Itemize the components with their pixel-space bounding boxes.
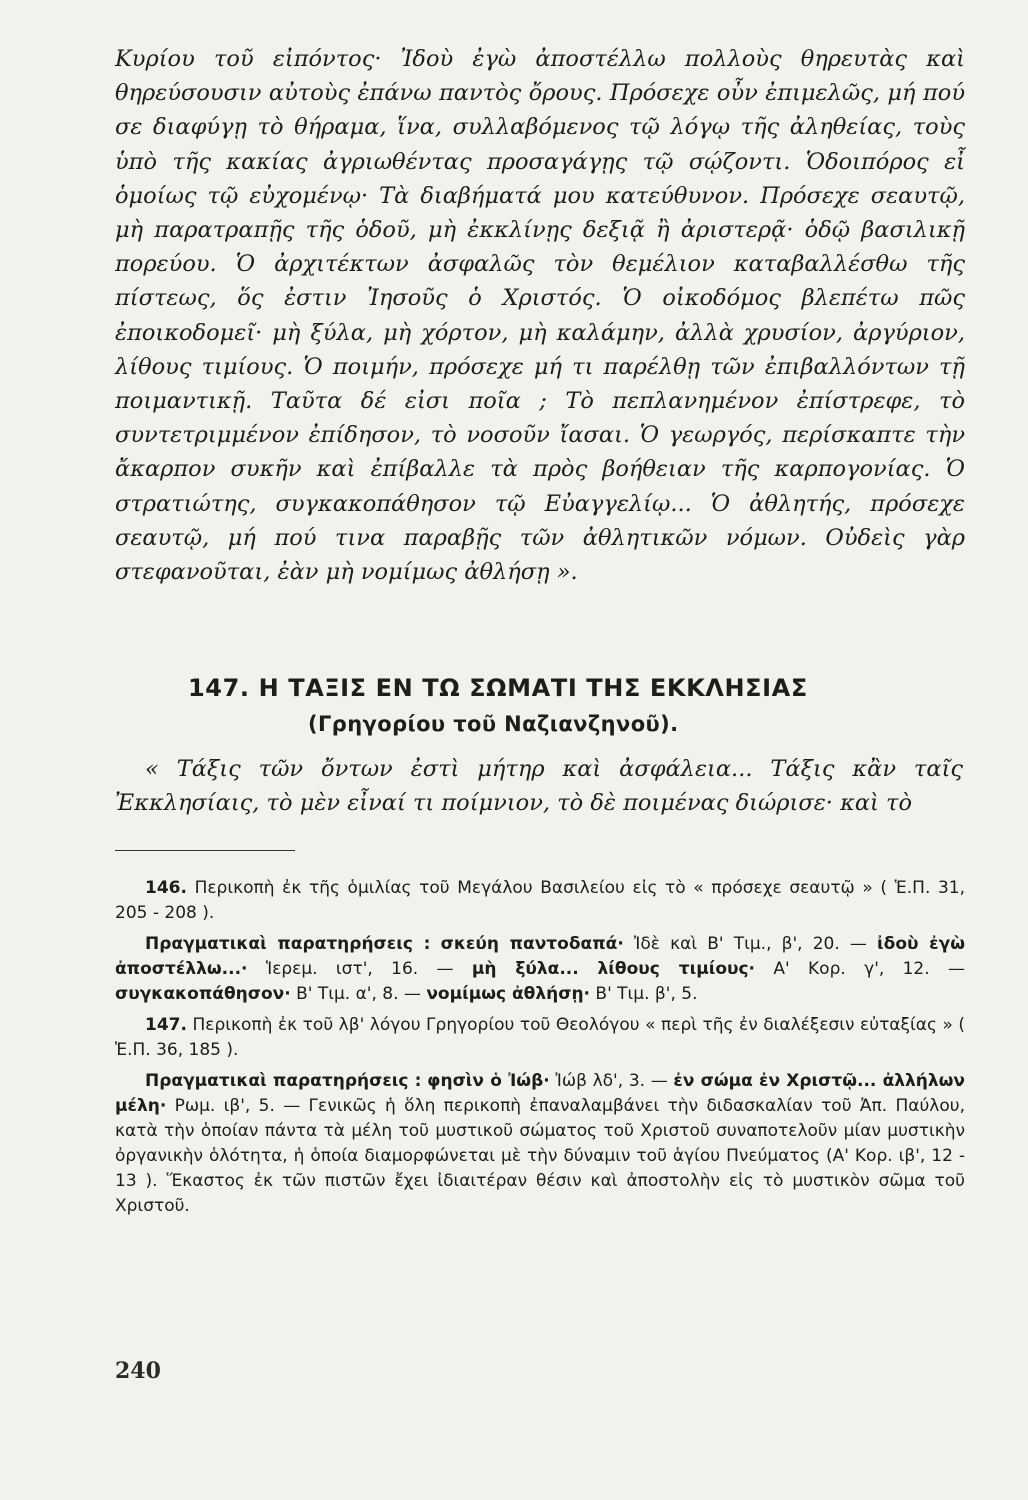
obs146-ref-1: Ἰδὲ καὶ Β' Τιμ., β', 20. —: [623, 934, 878, 954]
note-147: [115, 1013, 965, 1063]
obs146-ref-5: Β' Τιμ. β', 5.: [590, 984, 698, 1004]
main-paragraph: Κυρίου τοῦ εἰπόντος· Ἰδοὺ ἐγὼ ἀποστέλλω πολλοὺς θηρευτὰς καὶ θηρεύσουσιν αὐτοὺς ἐπάνω παντὸς ὄρους. Πρόσεχε οὖν ἐπιμελῶς, μή πού σε διαφύγῃ τὸ θήραμα, ἵνα, συλλαβόμενος τῷ λόγῳ τῆς ἀληθείας, τοὺς ὑπὸ τῆς κακίας ἀγριωθέντας προσαγάγῃς τῷ σῴζοντι. Ὁδοιπόρος εἶ ὁμοίως τῷ εὐχομένῳ· Τὰ διαβήματά μου κατεύθυνον. Πρόσεχε σεαυτῷ, μὴ παρατραπῇς τῆς ὁδοῦ, μὴ ἐκκλίνῃς δεξιᾷ ἢ ἀριστερᾷ· ὁδῷ βασιλικῇ πορεύου. Ὁ ἀρχιτέκτων ἀσφαλῶς τὸν θεμέλιον καταβαλλέσθω τῆς πίστεως, ὅς ἐστιν Ἰησοῦς ὁ Χριστός. Ὁ οἰκοδόμος βλεπέτω πῶς ἐποικοδομεῖ· μὴ ξύλα, μὴ χόρτον, μὴ καλάμην, ἀλλὰ χρυσίον, ἀργύριον, λίθους τιμίους. Ὁ ποιμήν, πρόσεχε μή τι παρέλθῃ τῶν ἐπιβαλλόντων τῇ ποιμαντικῇ. Ταῦτα δέ εἰσι ποῖα ; Τὸ πεπλανημένον ἐπίστρεφε, τὸ συντετριμμένον ἐπίδησον, τὸ νοσοῦν ἴασαι. Ὁ γεωργός, περίσκαπτε τὴν ἄκαρπον συκῆν καὶ ἐπίβαλλε τὰ πρὸς βοήθειαν τῆς καρπογονίας. Ὁ στρατιώτης, συγκακοπάθησον τῷ Εὐαγγελίῳ... Ὁ ἀθλητής, πρόσεχε σεαυτῷ, μή πού τινα παραβῇς τῶν ἀθλητικῶν νόμων. Οὐδεὶς γὰρ στεφανοῦται, ἐὰν μὴ νομίμως ἀθλήσῃ ».: [115, 46, 965, 586]
obs146-ref-3: Α' Κορ. γ', 12. —: [755, 959, 966, 979]
note-147-number: 147.: [145, 1015, 187, 1035]
obs146-ref-4: Β' Τιμ. α', 8. —: [290, 984, 427, 1004]
observations-146-label: Πραγματικαὶ παρατηρήσεις :: [145, 934, 431, 954]
obs147-ref-1: Ἰώβ λδ', 3. —: [549, 1071, 674, 1091]
obs147-term-1: φησὶν ὁ Ἰώβ·: [427, 1071, 550, 1091]
observations-147: [115, 1069, 965, 1219]
quote-paragraph: « Τάξις τῶν ὄντων ἐστὶ μήτηρ καὶ ἀσφάλεια... Τάξις κἂν ταῖς Ἐκκλησίαις, τὸ μὲν εἶναί τι ποίμνιον, τὸ δὲ ποιμένας διώρισε· καὶ τὸ: [115, 756, 963, 816]
obs146-term-1: σκεύη παντοδαπά·: [440, 934, 624, 954]
observations-147-label: Πραγματικαὶ παρατηρήσεις :: [145, 1071, 422, 1091]
obs146-term-3: μὴ ξύλα... λίθους τιμίους·: [471, 959, 756, 979]
quote-block: [115, 752, 963, 820]
section-number: 147.: [188, 674, 250, 702]
footnotes: [115, 876, 965, 1225]
section-subtitle: (Γρηγορίου τοῦ Ναζιανζηνοῦ).: [308, 712, 679, 736]
section-heading: [188, 670, 948, 742]
page-number: 240: [115, 1358, 161, 1384]
obs146-term-4: συγκακοπάθησον·: [115, 984, 291, 1004]
note-146: [115, 876, 965, 926]
section-title: Η ΤΑΞΙΣ ΕΝ ΤΩ ΣΩΜΑΤΙ ΤΗΣ ΕΚΚΛΗΣΙΑΣ: [258, 674, 808, 702]
main-text-block: [115, 42, 965, 589]
obs146-ref-2: Ἱερεμ. ιστ', 16. —: [247, 959, 472, 979]
note-146-number: 146.: [145, 878, 187, 898]
obs147-ref-2: Ρωμ. ιβ', 5. — Γενικῶς ἡ ὅλη περικοπὴ ἐπαναλαμβάνει τὴν διδασκαλίαν τοῦ Ἀπ. Παύλου, κατὰ τὴν ὁποίαν πάντα τὰ μέλη τοῦ μυστικοῦ σώματος τοῦ Χριστοῦ συναποτελοῦν μίαν μυστικὴν ὀργανικὴν ὁλότητα, ἡ ὁποία διαμορφώνεται μὲ τὴν δύναμιν τοῦ ἁγίου Πνεύματος (Α' Κορ. ιβ', 12 - 13 ). Ἕκαστος ἐκ τῶν πιστῶν ἔχει ἰδιαιτέραν θέσιν καὶ ἀποστολὴν εἰς τὸ μυστικὸν σῶμα τοῦ Χριστοῦ.: [115, 1096, 965, 1216]
note-146-text: Περικοπὴ ἐκ τῆς ὁμιλίας τοῦ Μεγάλου Βασιλείου εἰς τὸ « πρόσεχε σεαυτῷ » ( Ἑ.Π. 31, 205 - 208 ).: [115, 878, 965, 923]
observations-146: [115, 932, 965, 1007]
obs146-term-5: νομίμως ἀθλήσῃ·: [426, 984, 591, 1004]
obs147-term-2: ἐν σώμα ἐν Χριστῷ... ἀλλήλων μέλη·: [115, 1071, 965, 1116]
obs146-term-2: ἰδοὺ ἐγὼ ἀποστέλλω...·: [115, 934, 965, 979]
note-147-text: Περικοπὴ ἐκ τοῦ λβ' λόγου Γρηγορίου τοῦ Θεολόγου « περὶ τῆς ἐν διαλέξεσιν εὐταξίας » ( Ἑ.Π. 36, 185 ).: [115, 1015, 966, 1060]
footnote-rule: [115, 850, 295, 851]
